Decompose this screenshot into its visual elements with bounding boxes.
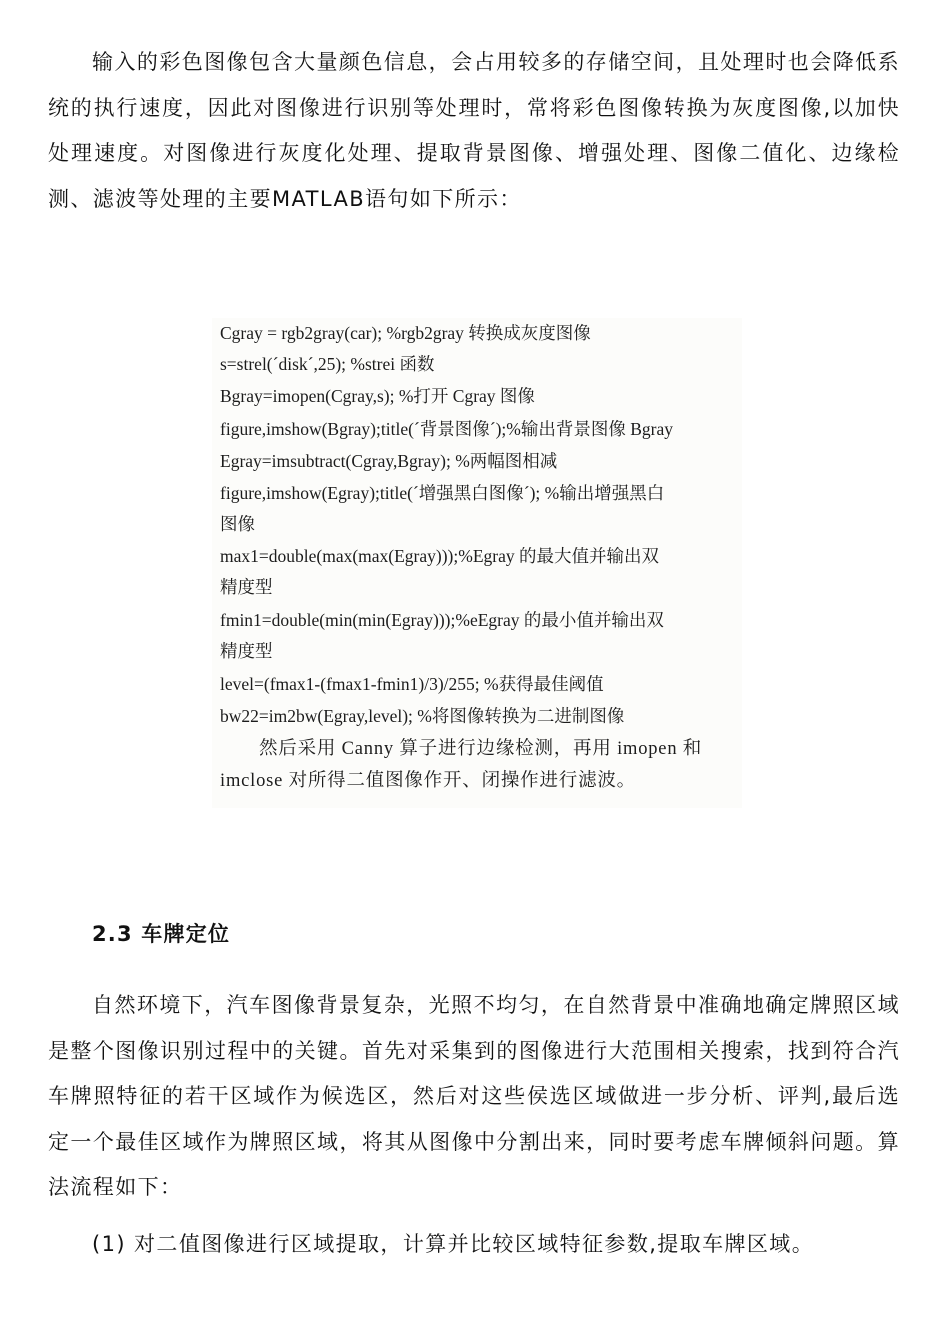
code-line: fmin1=double(min(min(Egray)));%eEgray 的最小值并输出双 (220, 610, 664, 630)
code-prose-line: 然后采用 Canny 算子进行边缘检测，再用 imopen 和 (259, 739, 703, 759)
body-paragraph: 自然环境下，汽车图像背景复杂，光照不均匀，在自然背景中准确地确定牌照区域是整个图像识别过程中的关键。首先对采集到的图像进行大范围相关搜索，找到符合汽车牌照特征的若干区域作为候选区，然后对这些侯选区域做进一步分析、评判,最后选定一个最佳区域作为牌照区域，将其从图像中分割出来，同时要考虑车牌倾斜问题。算法流程如下： (48, 993, 900, 1199)
section-heading: 2.3 车牌定位 (92, 922, 231, 946)
code-line: s=strel(´disk´,25); %strei 函数 (220, 354, 435, 374)
code-line: Egray=imsubtract(Cgray,Bgray); %两幅图相减 (220, 451, 558, 471)
code-line: max1=double(max(max(Egray)));%Egray 的最大值并输出双 (220, 546, 659, 566)
code-line: bw22=im2bw(Egray,level); %将图像转换为二进制图像 (220, 706, 625, 726)
code-line: figure,imshow(Egray);title(´增强黑白图像´); %输出增强黑白 (220, 483, 665, 503)
code-line: 图像 (220, 514, 255, 534)
code-line: level=(fmax1-(fmax1-fmin1)/3)/255; %获得最佳阈值 (220, 674, 604, 694)
code-line: Bgray=imopen(Cgray,s); %打开 Cgray 图像 (220, 386, 535, 406)
code-line: 精度型 (220, 641, 273, 661)
code-prose-line: imclose 对所得二值图像作开、闭操作进行滤波。 (220, 771, 636, 791)
code-line: Cgray = rgb2gray(car); %rgb2gray 转换成灰度图像 (220, 323, 591, 343)
scanned-code-image (212, 318, 742, 808)
code-line: figure,imshow(Bgray);title(´背景图像´);%输出背景图像 Bgray (220, 419, 673, 439)
step-paragraph: (1) 对二值图像进行区域提取，计算并比较区域特征参数,提取车牌区域。 (92, 1232, 815, 1256)
code-line: 精度型 (220, 577, 273, 597)
intro-paragraph: 输入的彩色图像包含大量颜色信息，会占用较多的存储空间，且处理时也会降低系统的执行速度，因此对图像进行识别等处理时，常将彩色图像转换为灰度图像,以加快处理速度。对图像进行灰度化处理、提取背景图像、增强处理、图像二值化、边缘检测、滤波等处理的主要MATLAB语句如下所示： (48, 50, 900, 211)
